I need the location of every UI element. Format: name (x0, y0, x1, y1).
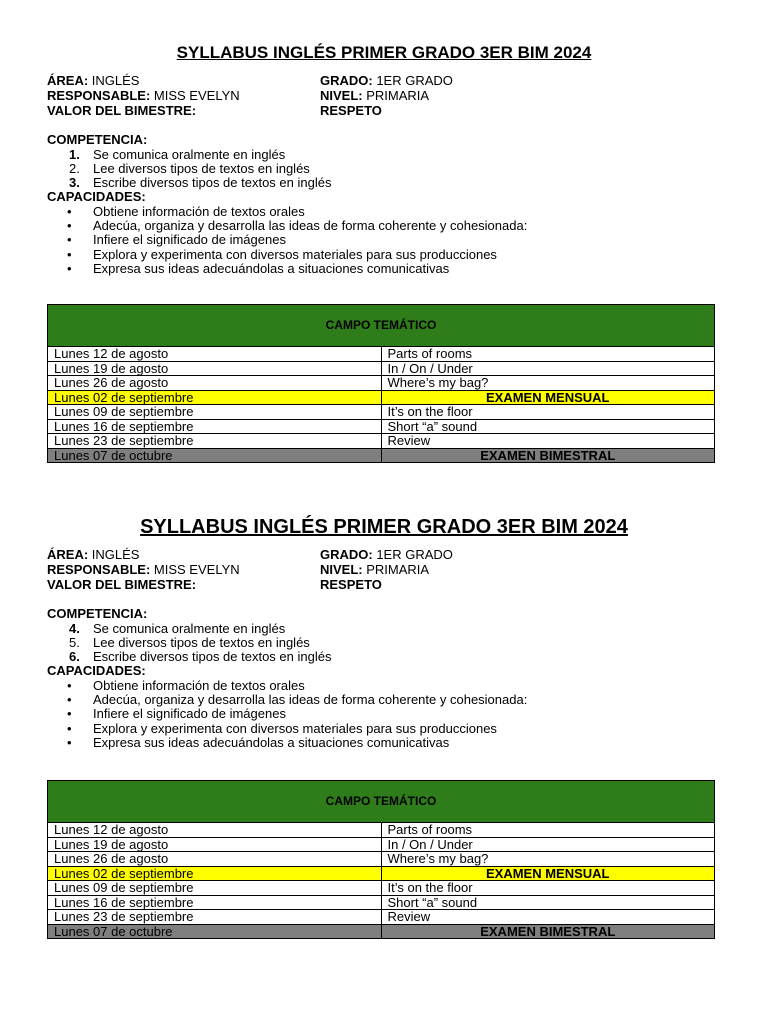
syllabus-section-1 (0, 42, 768, 463)
meta-right-column (320, 547, 453, 592)
list-number: 5. (69, 634, 80, 650)
campo-tematico-table (47, 304, 715, 463)
bullet-icon: • (67, 720, 72, 736)
grado-line (320, 73, 453, 88)
list-item (0, 248, 768, 262)
table-header: CAMPO TEMÁTICO (48, 305, 715, 347)
nivel-line (320, 562, 453, 577)
bullet-icon: • (67, 261, 72, 277)
bullet-icon: • (67, 218, 72, 234)
bullet-icon: • (67, 232, 72, 248)
syllabus-section-2 (0, 516, 768, 939)
table-row-exam-bimestral (48, 924, 715, 939)
area-line (47, 547, 240, 562)
valor-label: VALOR DEL BIMESTRE: (47, 103, 197, 118)
list-number: 1. (69, 146, 80, 162)
responsable-label: RESPONSABLE: (47, 562, 151, 577)
list-number: 4. (69, 620, 80, 636)
valor-value-line (320, 103, 453, 118)
topic-cell: Parts of rooms (381, 823, 715, 838)
exam-cell: EXAMEN BIMESTRAL (381, 924, 715, 939)
list-item-text: Escribe diversos tipos de textos en inglés (93, 175, 332, 191)
topic-cell: Short “a” sound (381, 895, 715, 910)
grado-label: GRADO: (320, 73, 373, 88)
area-value: INGLÉS (88, 73, 140, 88)
responsable-line (47, 562, 240, 577)
date-cell: Lunes 07 de octubre (48, 924, 382, 939)
list-item-text: Lee diversos tipos de textos en inglés (93, 634, 310, 650)
date-cell: Lunes 19 de agosto (48, 837, 382, 852)
capacidades-heading: CAPACIDADES: (47, 189, 146, 205)
table-header-row (48, 305, 715, 347)
syllabus-title: SYLLABUS INGLÉS PRIMER GRADO 3ER BIM 2024 (140, 516, 628, 538)
table-row (48, 895, 715, 910)
meta-right-column (320, 73, 453, 118)
topic-cell: Review (381, 434, 715, 449)
list-item-text: Escribe diversos tipos de textos en inglés (93, 649, 332, 665)
topic-cell: Where’s my bag? (381, 376, 715, 391)
table-row (48, 419, 715, 434)
topic-cell: Short “a” sound (381, 419, 715, 434)
date-cell: Lunes 26 de agosto (48, 852, 382, 867)
valor-value-line (320, 577, 453, 592)
syllabus-meta (0, 73, 768, 119)
date-cell: Lunes 16 de septiembre (48, 895, 382, 910)
list-item-text: Se comunica oralmente en inglés (93, 620, 286, 636)
topic-cell: In / On / Under (381, 361, 715, 376)
list-item (0, 693, 768, 707)
list-item (0, 219, 768, 233)
list-item-text: Adecúa, organiza y desarrolla las ideas de forma coherente y cohesionada: (93, 692, 528, 708)
date-cell: Lunes 19 de agosto (48, 361, 382, 376)
bullet-icon: • (67, 203, 72, 219)
list-number: 3. (69, 175, 80, 191)
list-item-text: Infiere el significado de imágenes (93, 232, 286, 248)
bullet-icon: • (67, 677, 72, 693)
topic-cell: In / On / Under (381, 837, 715, 852)
list-item (0, 679, 768, 693)
grado-line (320, 547, 453, 562)
list-item-text: Se comunica oralmente en inglés (93, 146, 286, 162)
competencia-heading: COMPETENCIA: (47, 132, 148, 147)
meta-left-column (47, 73, 240, 118)
list-item (0, 736, 768, 750)
bullet-icon: • (67, 735, 72, 751)
list-item-text: Lee diversos tipos de textos en inglés (93, 160, 310, 176)
capacidades-heading: CAPACIDADES: (47, 663, 146, 679)
competencia-heading: COMPETENCIA: (47, 606, 148, 621)
table-row (48, 405, 715, 420)
exam-cell: EXAMEN MENSUAL (381, 866, 715, 881)
date-cell: Lunes 23 de septiembre (48, 910, 382, 925)
valor-value: RESPETO (320, 577, 382, 592)
date-cell: Lunes 12 de agosto (48, 823, 382, 838)
bullet-icon: • (67, 246, 72, 262)
nivel-label: NIVEL: (320, 562, 363, 577)
date-cell: Lunes 26 de agosto (48, 376, 382, 391)
list-item (0, 636, 768, 650)
area-label: ÁREA: (47, 73, 89, 88)
responsable-label: RESPONSABLE: (47, 88, 151, 103)
table-header-row (48, 781, 715, 823)
table-row (48, 376, 715, 391)
table-row (48, 881, 715, 896)
list-item (0, 722, 768, 736)
list-item-text: Infiere el significado de imágenes (93, 706, 286, 722)
topic-cell: Review (381, 910, 715, 925)
date-cell: Lunes 09 de septiembre (48, 881, 382, 896)
nivel-value: PRIMARIA (362, 562, 430, 577)
list-item-text: Explora y experimenta con diversos materiales para sus producciones (93, 246, 497, 262)
bullet-icon: • (67, 706, 72, 722)
table-header: CAMPO TEMÁTICO (48, 781, 715, 823)
area-line (47, 73, 240, 88)
date-cell: Lunes 23 de septiembre (48, 434, 382, 449)
date-cell: Lunes 12 de agosto (48, 347, 382, 362)
list-number: 6. (69, 649, 80, 665)
competencia-list (0, 622, 768, 665)
valor-value: RESPETO (320, 103, 382, 118)
exam-cell: EXAMEN BIMESTRAL (381, 448, 715, 463)
syllabus-meta (0, 547, 768, 593)
exam-cell: EXAMEN MENSUAL (381, 390, 715, 405)
campo-tematico-table (47, 780, 715, 939)
topic-cell: It’s on the floor (381, 881, 715, 896)
area-value: INGLÉS (88, 547, 140, 562)
list-item-text: Explora y experimenta con diversos materiales para sus producciones (93, 720, 497, 736)
nivel-label: NIVEL: (320, 88, 363, 103)
table-row (48, 823, 715, 838)
table-row-exam-bimestral (48, 448, 715, 463)
list-item (0, 205, 768, 219)
responsable-line (47, 88, 240, 103)
syllabus-title: SYLLABUS INGLÉS PRIMER GRADO 3ER BIM 2024 (176, 43, 592, 62)
competencia-list (0, 148, 768, 191)
list-number: 2. (69, 160, 80, 176)
bullet-icon: • (67, 692, 72, 708)
table-row (48, 347, 715, 362)
table-row (48, 837, 715, 852)
date-cell: Lunes 16 de septiembre (48, 419, 382, 434)
list-item (0, 262, 768, 276)
date-cell: Lunes 07 de octubre (48, 448, 382, 463)
list-item-text: Adecúa, organiza y desarrolla las ideas de forma coherente y cohesionada: (93, 218, 528, 234)
list-item-text: Expresa sus ideas adecuándolas a situaciones comunicativas (93, 261, 450, 277)
responsable-value: MISS EVELYN (150, 88, 240, 103)
meta-left-column (47, 547, 240, 592)
capacidades-list (0, 205, 768, 276)
area-label: ÁREA: (47, 547, 89, 562)
nivel-value: PRIMARIA (362, 88, 430, 103)
grado-label: GRADO: (320, 547, 373, 562)
topic-cell: Where’s my bag? (381, 852, 715, 867)
table-row (48, 910, 715, 925)
date-cell: Lunes 02 de septiembre (48, 866, 382, 881)
nivel-line (320, 88, 453, 103)
list-item (0, 176, 768, 190)
table-row-exam-mensual (48, 866, 715, 881)
table-row (48, 852, 715, 867)
list-item (0, 148, 768, 162)
date-cell: Lunes 09 de septiembre (48, 405, 382, 420)
list-item (0, 233, 768, 247)
date-cell: Lunes 02 de septiembre (48, 390, 382, 405)
table-row (48, 361, 715, 376)
list-item-text: Obtiene información de textos orales (93, 203, 305, 219)
table-row (48, 434, 715, 449)
topic-cell: It’s on the floor (381, 405, 715, 420)
list-item (0, 650, 768, 664)
valor-line (47, 103, 240, 118)
valor-line (47, 577, 240, 592)
list-item (0, 707, 768, 721)
list-item (0, 622, 768, 636)
list-item-text: Expresa sus ideas adecuándolas a situaciones comunicativas (93, 735, 450, 751)
grado-value: 1ER GRADO (372, 73, 453, 88)
valor-label: VALOR DEL BIMESTRE: (47, 577, 197, 592)
list-item-text: Obtiene información de textos orales (93, 677, 305, 693)
capacidades-list (0, 679, 768, 750)
grado-value: 1ER GRADO (372, 547, 453, 562)
list-item (0, 162, 768, 176)
table-row-exam-mensual (48, 390, 715, 405)
topic-cell: Parts of rooms (381, 347, 715, 362)
responsable-value: MISS EVELYN (150, 562, 240, 577)
